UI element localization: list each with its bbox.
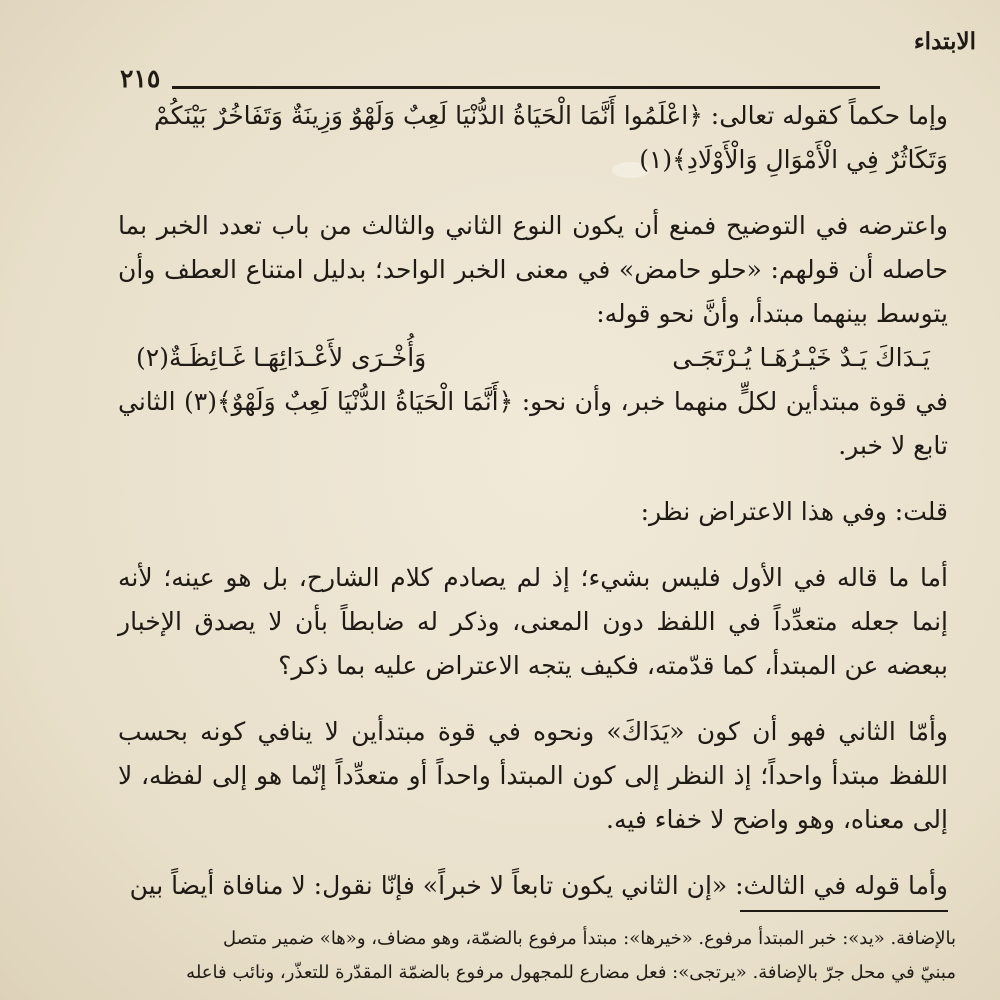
paragraph-gap [118,182,948,204]
main-text [118,94,948,908]
third-reply-paragraph: وأما قوله في الثالث: «إن الثاني يكون تابعاً لا خبراً» فإنّا نقول: لا منافاة أيضاً بين [129,871,948,900]
running-header [120,28,976,93]
footnotes [110,922,956,990]
strength-paragraph: في قوة مبتدأين لكلٍّ منهما خبر، وأن نحو: ﴿أَنَّمَا الْحَيَاةُ الدُّنْيَا لَعِبٌ وَلَهْوٌ﴾(٣) الثاني تابع لا خبر. [118,387,948,460]
poem-first-hemistich: يَـدَاكَ يَـدٌ خَيْـرُهَـا يُـرْتَجَـى [672,343,930,372]
first-reply-paragraph: أما ما قاله في الأول فليس بشيء؛ إذ لم يصادم كلام الشارح، بل هو عينه؛ لأنه إنما جعله متعدِّداً في اللفظ دون المعنى، وذكر له ضابطاً بأن لا يصدق الإخبار ببعضه عن المبتدأ، كما قدّمته، فكيف يتجه الاعتراض عليه بما ذكر؟ [118,563,948,680]
header-rule [172,86,880,89]
quran-verse-paragraph: وإما حكماً كقوله تعالى: ﴿اعْلَمُوا أَنَّمَا الْحَيَاةُ الدُّنْيَا لَعِبٌ وَلَهْوٌ وَزِينَةٌ وَتَفَاخُرٌ بَيْنَكُمْ وَتَكَاثُرٌ فِي الْأَمْوَالِ وَالْأَوْلَادِ﴾(١) [154,101,948,174]
poem-second-hemistich: وَأُخْـرَى لأَعْـدَائِهَـا غَـائِظَـةٌ(٢) [136,343,427,372]
footnote-line: مبنيّ في محل جرّ بالإضافة. «يرتجى»: فعل مضارع للمجهول مرفوع بالضمّة المقدّرة للتعذّر، ونائب فاعله [186,962,956,983]
footnote-rule [740,910,948,912]
footnote-line: بالإضافة. «يد»: خبر المبتدأ مرفوع. «خيرها»: مبتدأ مرفوع بالضمّة، وهو مضاف، و«ها» ضمير متصل [223,928,956,949]
poetry-verse [118,336,948,380]
page-number: ٢١٥ [120,64,161,93]
chapter-title: الابتداء [913,28,976,55]
objection-paragraph: واعترضه في التوضيح فمنع أن يكون النوع الثاني والثالث من باب تعدد الخبر بما حاصله أن قولهم: «حلو حامض» في معنى الخبر الواحد؛ بدليل امتناع العطف وأن يتوسط بينهما مبتدأ، وأنَّ نحو قوله: [118,211,948,328]
paragraph-gap [118,534,948,556]
paragraph-gap [118,688,948,710]
author-response-heading: قلت: وفي هذا الاعتراض نظر: [640,497,948,526]
second-reply-paragraph: وأمّا الثاني فهو أن كون «يَدَاكَ» ونحوه في قوة مبتدأين لا ينافي كونه بحسب اللفظ مبتدأ واحداً؛ إذ النظر إلى كون المبتدأ واحداً أو متعدِّداً إنّما هو إلى لفظه، لا إلى معناه، وهو واضح لا خفاء فيه. [118,717,948,834]
paragraph-gap [118,468,948,490]
paragraph-gap [118,842,948,864]
